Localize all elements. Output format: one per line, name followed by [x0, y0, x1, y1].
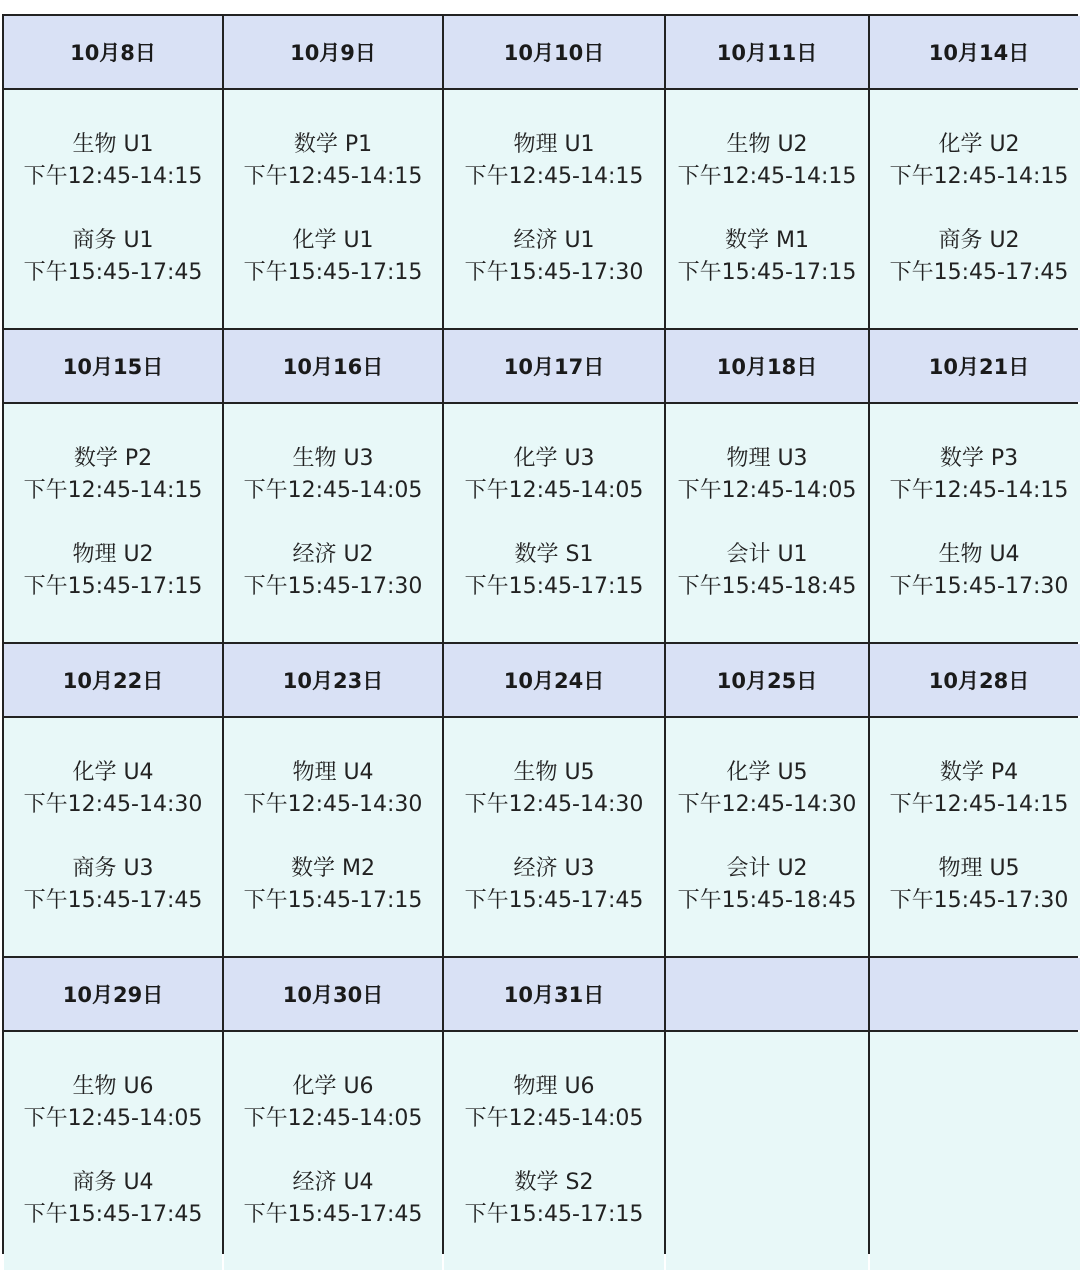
- exam-session: [244, 1071, 423, 1135]
- exam-subject: 化学 U1: [292, 228, 374, 253]
- exam-day-cell: [870, 90, 1080, 328]
- exam-time: 下午15:45-18:45: [677, 888, 857, 913]
- exam-subject: 会计 U2: [726, 856, 808, 881]
- exam-day-cell: [224, 404, 442, 642]
- exam-session: [465, 1071, 644, 1135]
- exam-session: [890, 443, 1069, 507]
- exam-subject: 会计 U1: [726, 542, 808, 567]
- exam-subject: 数学 P3: [939, 446, 1019, 471]
- exam-time: 下午15:45-17:15: [243, 260, 423, 285]
- exam-time: 下午12:45-14:30: [23, 792, 203, 817]
- exam-time: 下午12:45-14:15: [464, 164, 644, 189]
- exam-time: 下午12:45-14:15: [243, 164, 423, 189]
- date-header: [870, 958, 1080, 1030]
- exam-session: [244, 757, 423, 821]
- exam-subject: 商务 U2: [938, 228, 1020, 253]
- exam-session: [678, 225, 857, 289]
- exam-session: [678, 853, 857, 917]
- exam-session: [465, 853, 644, 917]
- exam-session: [678, 443, 857, 507]
- exam-subject: 数学 S1: [514, 542, 594, 567]
- date-header: 10月25日: [666, 644, 868, 716]
- exam-subject: 化学 U2: [938, 132, 1020, 157]
- exam-time: 下午15:45-17:15: [677, 260, 857, 285]
- exam-time: 下午15:45-17:15: [464, 1202, 644, 1227]
- exam-subject: 化学 U4: [72, 760, 154, 785]
- exam-subject: 化学 U3: [513, 446, 595, 471]
- exam-day-cell: [444, 404, 664, 642]
- exam-session: [465, 1167, 644, 1231]
- date-header: 10月9日: [224, 16, 442, 88]
- exam-subject: 经济 U2: [292, 542, 374, 567]
- exam-subject: 生物 U6: [72, 1074, 154, 1099]
- exam-day-cell: [224, 1032, 442, 1270]
- exam-session: [678, 129, 857, 193]
- date-header: 10月24日: [444, 644, 664, 716]
- exam-time: 下午15:45-17:30: [243, 574, 423, 599]
- exam-day-cell: [870, 404, 1080, 642]
- exam-session: [678, 539, 857, 603]
- exam-session: [465, 225, 644, 289]
- date-header: 10月28日: [870, 644, 1080, 716]
- exam-session: [24, 757, 203, 821]
- exam-subject: 物理 U1: [513, 132, 595, 157]
- exam-subject: 数学 M2: [291, 856, 375, 881]
- exam-subject: 物理 U2: [72, 542, 154, 567]
- exam-session: [890, 539, 1069, 603]
- exam-subject: 数学 P4: [939, 760, 1019, 785]
- exam-day-cell: [4, 718, 222, 956]
- exam-session: [890, 129, 1069, 193]
- date-header: 10月29日: [4, 958, 222, 1030]
- exam-time: 下午12:45-14:05: [464, 478, 644, 503]
- exam-time: 下午15:45-17:45: [243, 1202, 423, 1227]
- date-header: 10月30日: [224, 958, 442, 1030]
- exam-time: 下午15:45-17:30: [889, 888, 1069, 913]
- exam-session: [465, 129, 644, 193]
- exam-day-cell: [224, 718, 442, 956]
- exam-subject: 生物 U4: [938, 542, 1020, 567]
- exam-time: 下午15:45-18:45: [677, 574, 857, 599]
- exam-day-cell: [4, 1032, 222, 1270]
- exam-subject: 物理 U6: [513, 1074, 595, 1099]
- date-header: 10月23日: [224, 644, 442, 716]
- exam-time: 下午12:45-14:05: [464, 1106, 644, 1131]
- exam-session: [24, 539, 203, 603]
- exam-subject: 商务 U1: [72, 228, 154, 253]
- exam-time: 下午15:45-17:30: [889, 574, 1069, 599]
- exam-session: [890, 853, 1069, 917]
- exam-day-cell: [870, 1032, 1080, 1270]
- exam-subject: 数学 S2: [514, 1170, 594, 1195]
- exam-subject: 化学 U6: [292, 1074, 374, 1099]
- date-header: 10月15日: [4, 330, 222, 402]
- exam-subject: 商务 U3: [72, 856, 154, 881]
- exam-subject: 物理 U5: [938, 856, 1020, 881]
- date-header: 10月22日: [4, 644, 222, 716]
- exam-session: [244, 225, 423, 289]
- exam-session: [890, 757, 1069, 821]
- exam-day-cell: [870, 718, 1080, 956]
- exam-session: [244, 443, 423, 507]
- exam-time: 下午15:45-17:30: [464, 260, 644, 285]
- exam-day-cell: [666, 1032, 868, 1270]
- date-header: 10月8日: [4, 16, 222, 88]
- exam-day-cell: [444, 1032, 664, 1270]
- exam-subject: 生物 U5: [513, 760, 595, 785]
- date-header: 10月14日: [870, 16, 1080, 88]
- exam-session: [678, 757, 857, 821]
- date-header: 10月21日: [870, 330, 1080, 402]
- exam-subject: 商务 U4: [72, 1170, 154, 1195]
- exam-session: [890, 225, 1069, 289]
- date-header: 10月16日: [224, 330, 442, 402]
- date-header: 10月10日: [444, 16, 664, 88]
- exam-day-cell: [666, 90, 868, 328]
- exam-time: 下午12:45-14:05: [243, 1106, 423, 1131]
- exam-day-cell: [444, 718, 664, 956]
- exam-session: [244, 1167, 423, 1231]
- date-header: 10月18日: [666, 330, 868, 402]
- exam-session: [24, 1167, 203, 1231]
- exam-time: 下午15:45-17:45: [23, 260, 203, 285]
- exam-time: 下午12:45-14:15: [889, 478, 1069, 503]
- exam-session: [24, 443, 203, 507]
- exam-session: [465, 757, 644, 821]
- exam-subject: 经济 U1: [513, 228, 595, 253]
- exam-subject: 数学 P2: [73, 446, 153, 471]
- exam-session: [24, 129, 203, 193]
- exam-subject: 生物 U2: [726, 132, 808, 157]
- exam-time: 下午12:45-14:30: [677, 792, 857, 817]
- exam-time: 下午15:45-17:45: [23, 888, 203, 913]
- exam-time: 下午12:45-14:30: [243, 792, 423, 817]
- exam-time: 下午12:45-14:15: [23, 478, 203, 503]
- exam-subject: 化学 U5: [726, 760, 808, 785]
- exam-schedule-table: [2, 14, 1078, 1254]
- date-header: [666, 958, 868, 1030]
- exam-session: [465, 539, 644, 603]
- exam-time: 下午12:45-14:30: [464, 792, 644, 817]
- exam-day-cell: [666, 404, 868, 642]
- exam-time: 下午15:45-17:15: [464, 574, 644, 599]
- exam-session: [24, 225, 203, 289]
- exam-day-cell: [444, 90, 664, 328]
- exam-subject: 生物 U3: [292, 446, 374, 471]
- exam-time: 下午12:45-14:15: [889, 792, 1069, 817]
- exam-time: 下午12:45-14:15: [23, 164, 203, 189]
- exam-time: 下午15:45-17:45: [889, 260, 1069, 285]
- exam-time: 下午12:45-14:15: [677, 164, 857, 189]
- exam-time: 下午12:45-14:15: [889, 164, 1069, 189]
- exam-day-cell: [4, 90, 222, 328]
- date-header: 10月17日: [444, 330, 664, 402]
- exam-time: 下午12:45-14:05: [23, 1106, 203, 1131]
- date-header: 10月11日: [666, 16, 868, 88]
- exam-subject: 物理 U4: [292, 760, 374, 785]
- exam-time: 下午15:45-17:45: [464, 888, 644, 913]
- date-header: 10月31日: [444, 958, 664, 1030]
- exam-subject: 数学 P1: [293, 132, 373, 157]
- exam-time: 下午15:45-17:45: [23, 1202, 203, 1227]
- exam-subject: 经济 U4: [292, 1170, 374, 1195]
- exam-subject: 物理 U3: [726, 446, 808, 471]
- exam-subject: 生物 U1: [72, 132, 154, 157]
- exam-session: [244, 853, 423, 917]
- exam-day-cell: [224, 90, 442, 328]
- exam-time: 下午12:45-14:05: [677, 478, 857, 503]
- exam-session: [244, 129, 423, 193]
- exam-time: 下午15:45-17:15: [23, 574, 203, 599]
- exam-time: 下午15:45-17:15: [243, 888, 423, 913]
- exam-subject: 经济 U3: [513, 856, 595, 881]
- exam-day-cell: [666, 718, 868, 956]
- exam-session: [24, 853, 203, 917]
- exam-session: [465, 443, 644, 507]
- exam-time: 下午12:45-14:05: [243, 478, 423, 503]
- exam-session: [244, 539, 423, 603]
- exam-subject: 数学 M1: [725, 228, 809, 253]
- exam-day-cell: [4, 404, 222, 642]
- exam-session: [24, 1071, 203, 1135]
